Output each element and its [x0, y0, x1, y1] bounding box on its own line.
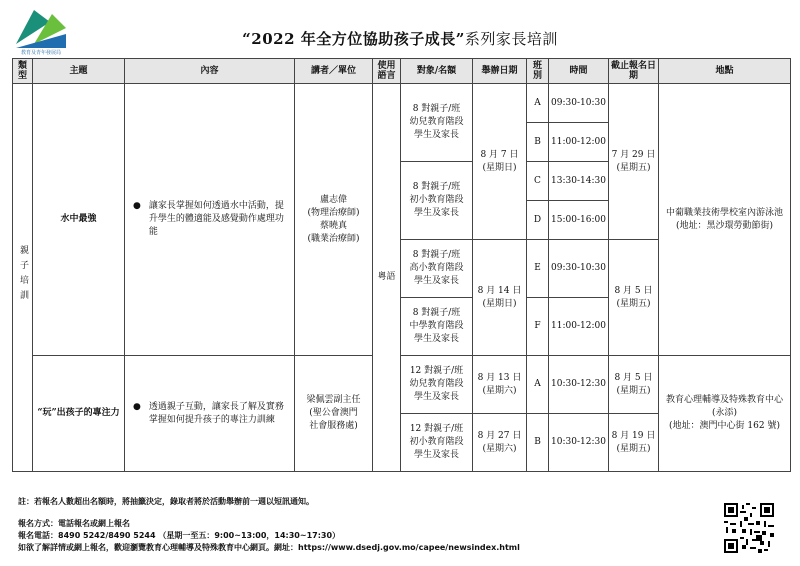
category-cell: 親子培訓 [13, 84, 33, 472]
date-cell: 8 月 7 日 (星期日) [473, 84, 527, 240]
audience-cell: 12 對親子/班 幼兒教育階段 學生及家長 [401, 356, 473, 414]
note-website: 如欲了解詳情或網上報名，歡迎瀏覽教育心理輔導及特殊教育中心網頁。網址：https://www.dsedj.gov.mo/capee/newsindex.html [18, 543, 520, 552]
header-audience: 對象/名額 [401, 59, 473, 84]
header-time: 時間 [549, 59, 609, 84]
audience-cell: 8 對親子/班 高小教育階段 學生及家長 [401, 240, 473, 298]
header-venue: 地點 [659, 59, 791, 84]
content-cell-2: ● 透過親子互動，讓家長了解及實務掌握如何提升孩子的專注力訓練 [125, 356, 295, 472]
time-cell: 13:30-14:30 [549, 162, 609, 201]
theme-cell-1: 水中最強 [33, 84, 125, 356]
content-cell-1: ● 讓家長掌握如何透過水中活動，提升學生的體適能及感覺動作處理功能 [125, 84, 295, 356]
deadline-cell: 8 月 5 日 (星期五) [609, 240, 659, 356]
date-cell: 8 月 14 日 (星期日) [473, 240, 527, 356]
class-cell: A [527, 84, 549, 123]
header-date: 舉辦日期 [473, 59, 527, 84]
time-cell: 10:30-12:30 [549, 356, 609, 414]
footer-notes [18, 496, 698, 554]
table-row [13, 356, 791, 414]
venue-cell-2: 教育心理輔導及特殊教育中心(永添) (地址：澳門中心街 162 號) [659, 356, 791, 472]
language-cell: 粵語 [373, 84, 401, 472]
note-method: 報名方式：電話報名或網上報名 [18, 519, 130, 528]
header-theme: 主題 [33, 59, 125, 84]
time-cell: 10:30-12:30 [549, 414, 609, 472]
class-cell: A [527, 356, 549, 414]
title-suffix: 系列家長培訓 [464, 30, 558, 48]
header-category: 類型 [13, 59, 33, 84]
deadline-cell: 8 月 19 日 (星期五) [609, 414, 659, 472]
speaker-cell-1: 盧志偉 (物理治療師) 蔡曉真 (職業治療師) [295, 84, 373, 356]
header-speaker: 講者／單位 [295, 59, 373, 84]
audience-cell: 8 對親子/班 中學教育階段 學生及家長 [401, 298, 473, 356]
audience-cell: 8 對親子/班 幼兒教育階段 學生及家長 [401, 84, 473, 162]
note-lottery: 註：若報名人數超出名額時，將抽籤決定，錄取者將於活動舉辦前一週以短訊通知。 [18, 497, 314, 506]
time-cell: 09:30-10:30 [549, 240, 609, 298]
audience-cell: 12 對親子/班 初小教育階段 學生及家長 [401, 414, 473, 472]
class-cell: E [527, 240, 549, 298]
header-language: 使用語言 [373, 59, 401, 84]
qr-code[interactable] [724, 503, 774, 553]
header-row [13, 59, 791, 84]
header-class: 班別 [527, 59, 549, 84]
schedule-table [12, 58, 791, 472]
audience-cell: 8 對親子/班 初小教育階段 學生及家長 [401, 162, 473, 240]
class-cell: D [527, 201, 549, 240]
page-title [0, 28, 800, 49]
class-cell: C [527, 162, 549, 201]
time-cell: 11:00-12:00 [549, 298, 609, 356]
date-cell: 8 月 27 日 (星期六) [473, 414, 527, 472]
venue-cell-1: 中葡職業技術學校室內游泳池 (地址：黑沙環勞動節街) [659, 84, 791, 356]
time-cell: 11:00-12:00 [549, 123, 609, 162]
theme-cell-2: “玩”出孩子的專注力 [33, 356, 125, 472]
class-cell: B [527, 123, 549, 162]
header-content: 內容 [125, 59, 295, 84]
deadline-cell: 7 月 29 日 (星期五) [609, 84, 659, 240]
time-cell: 15:00-16:00 [549, 201, 609, 240]
date-cell: 8 月 13 日 (星期六) [473, 356, 527, 414]
class-cell: B [527, 414, 549, 472]
speaker-cell-2: 梁佩雲副主任 (聖公會澳門 社會服務處) [295, 356, 373, 472]
note-phone: 報名電話：8490 5242/8490 5244 （星期一至五：9:00~13:00，14:30~17:30） [18, 531, 341, 540]
time-cell: 09:30-10:30 [549, 84, 609, 123]
class-cell: F [527, 298, 549, 356]
title-main: “2022 年全方位協助孩子成長” [242, 30, 465, 48]
header-deadline: 截止報名日期 [609, 59, 659, 84]
deadline-cell: 8 月 5 日 (星期五) [609, 356, 659, 414]
table-row [13, 84, 791, 123]
logo-caption: 教育及青年發展局 [20, 50, 61, 56]
